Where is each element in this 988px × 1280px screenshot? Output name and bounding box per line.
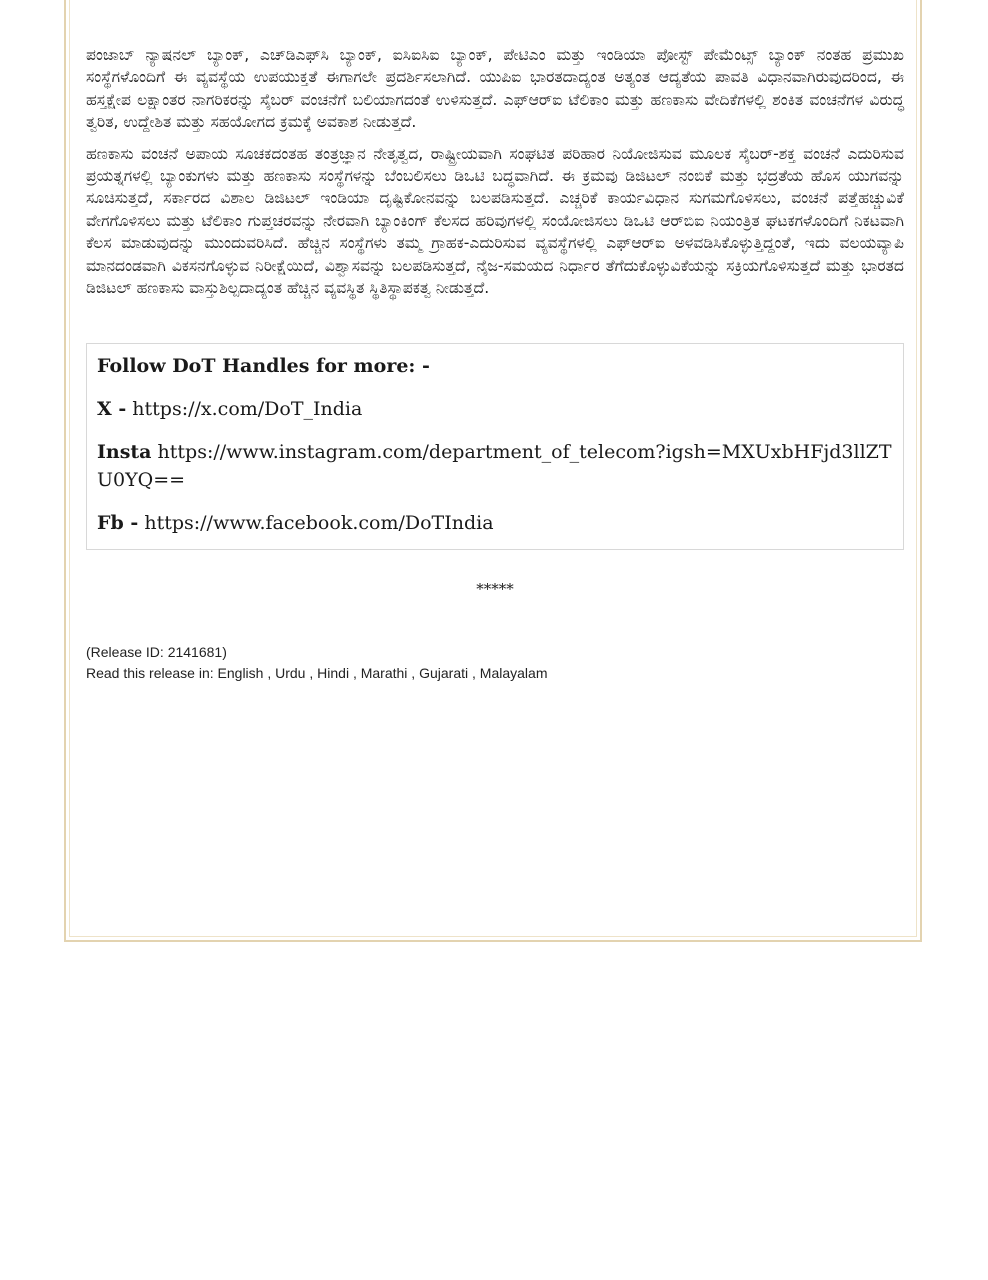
handle-x-link[interactable]: https://x.com/DoT_India	[132, 398, 363, 421]
language-link[interactable]: English	[217, 665, 264, 682]
release-content	[86, 44, 904, 684]
separator-stars: *****	[476, 580, 514, 599]
body-paragraph-2: ಹಣಕಾಸು ವಂಚನೆ ಅಪಾಯ ಸೂಚಕದಂತಹ ತಂತ್ರಜ್ಞಾನ ನೇತೃತ್ವದ, ರಾಷ್ಟ್ರೀಯವಾಗಿ ಸಂಘಟಿತ ಪರಿಹಾರ ನಿಯೋಜಿಸುವ ಮೂಲಕ ಸೈಬರ್-ಶಕ್ತ ವಂಚನೆ ಎದುರಿಸುವ ಪ್ರಯತ್ನಗಳಲ್ಲಿ ಬ್ಯಾಂಕುಗಳು ಮತ್ತು ಹಣಕಾಸು ಸಂಸ್ಥೆಗಳನ್ನು ಬೆಂಬಲಿಸಲು ಡಿಒಟಿ ಬದ್ಧವಾಗಿದೆ. ಈ ಕ್ರಮವು ಡಿಜಿಟಲ್ ನಂಬಿಕೆ ಮತ್ತು ಭದ್ರತೆಯ ಹೊಸ ಯುಗವನ್ನು ಸೂಚಿಸುತ್ತದೆ, ಸರ್ಕಾರದ ವಿಶಾಲ ಡಿಜಿಟಲ್ ಇಂಡಿಯಾ ದೃಷ್ಟಿಕೋನವನ್ನು ಬಲಪಡಿಸುತ್ತದೆ. ಎಚ್ಚರಿಕೆ ಕಾರ್ಯವಿಧಾನ ಸುಗಮಗೊಳಿಸಲು, ವಂಚನೆ ಪತ್ತೆಹಚ್ಚುವಿಕೆ ವೇಗಗೊಳಿಸಲು ಮತ್ತು ಟೆಲಿಕಾಂ ಗುಪ್ತಚರವನ್ನು ನೇರವಾಗಿ ಬ್ಯಾಂಕಿಂಗ್ ಕೆಲಸದ ಹರಿವುಗಳಲ್ಲಿ ಸಂಯೋಜಿಸಲು ಡಿಒಟಿ ಆರ್‌ಬಿಐ ನಿಯಂತ್ರಿತ ಘಟಕಗಳೊಂದಿಗೆ ನಿಕಟವಾಗಿ ಕೆಲಸ ಮಾಡುವುದನ್ನು ಮುಂದುವರಿಸಿದೆ. ಹೆಚ್ಚಿನ ಸಂಸ್ಥೆಗಳು ತಮ್ಮ ಗ್ರಾಹಕ-ಎದುರಿಸುವ ವ್ಯವಸ್ಥೆಗಳಲ್ಲಿ ಎಫ್‌ಆರ್‌ಐ ಅಳವಡಿಸಿಕೊಳ್ಳುತ್ತಿದ್ದಂತೆ, ಇದು ವಲಯವ್ಯಾಪಿ ಮಾನದಂಡವಾಗಿ ವಿಕಸನಗೊಳ್ಳುವ ನಿರೀಕ್ಷೆಯಿದೆ, ವಿಶ್ವಾಸವನ್ನು ಬಲಪಡಿಸುತ್ತದೆ, ನೈಜ-ಸಮಯದ ನಿರ್ಧಾರ ತೆಗೆದುಕೊಳ್ಳುವಿಕೆಯನ್ನು ಸಕ್ರಿಯಗೊಳಿಸುತ್ತದೆ ಮತ್ತು ಭಾರತದ ಡಿಜಿಟಲ್ ಹಣಕಾಸು ವಾಸ್ತುಶಿಲ್ಪದಾದ್ಯಂತ ಹೆಚ್ಚಿನ ವ್ಯವಸ್ಥಿತ ಸ್ಥಿತಿಸ್ಥಾಪಕತ್ವ ನೀಡುತ್ತದೆ.	[86, 144, 904, 298]
release-id: (Release ID: 2141681)	[86, 644, 227, 661]
release-info	[86, 642, 904, 684]
language-link[interactable]: Urdu	[275, 665, 306, 682]
handles-heading: Follow DoT Handles for more: -	[97, 355, 430, 378]
handle-x-label: X -	[97, 398, 127, 421]
handle-insta-label: Insta	[97, 441, 152, 464]
social-handles-box	[86, 343, 904, 550]
language-link[interactable]: Marathi	[360, 665, 408, 682]
body-paragraph-1: ಪಂಜಾಬ್ ನ್ಯಾಷನಲ್ ಬ್ಯಾಂಕ್, ಎಚ್‌ಡಿಎಫ್‌ಸಿ ಬ್ಯಾಂಕ್, ಐಸಿಐಸಿಐ ಬ್ಯಾಂಕ್, ಪೇಟಿಎಂ ಮತ್ತು ಇಂಡಿಯಾ ಪೋಸ್ಟ್ ಪೇಮೆಂಟ್ಸ್ ಬ್ಯಾಂಕ್ ನಂತಹ ಪ್ರಮುಖ ಸಂಸ್ಥೆಗಳೊಂದಿಗೆ ಈ ವ್ಯವಸ್ಥೆಯ ಉಪಯುಕ್ತತೆ ಈಗಾಗಲೇ ಪ್ರದರ್ಶಿಸಲಾಗಿದೆ. ಯುಪಿಐ ಭಾರತದಾದ್ಯಂತ ಅತ್ಯಂತ ಆದ್ಯತೆಯ ಪಾವತಿ ವಿಧಾನವಾಗಿರುವುದರಿಂದ, ಈ ಹಸ್ತಕ್ಷೇಪ ಲಕ್ಷಾಂತರ ನಾಗರಿಕರನ್ನು ಸೈಬರ್ ವಂಚನೆಗೆ ಬಲಿಯಾಗದಂತೆ ಉಳಿಸುತ್ತದೆ. ಎಫ್‌ಆರ್‌ಐ ಟೆಲಿಕಾಂ ಮತ್ತು ಹಣಕಾಸು ವೇದಿಕೆಗಳಲ್ಲಿ ಶಂಕಿತ ವಂಚನೆಗಳ ವಿರುದ್ಧ ತ್ವರಿತ, ಉದ್ದೇಶಿತ ಮತ್ತು ಸಹಯೋಗದ ಕ್ರಮಕ್ಕೆ ಅವಕಾಶ ನೀಡುತ್ತದೆ.	[86, 46, 904, 132]
language-link[interactable]: Hindi	[317, 665, 350, 682]
read-in-label: Read this release in:	[86, 665, 214, 682]
handle-x-row	[97, 395, 893, 423]
read-in-languages: Read this release in: English , Urdu , Hindi , Marathi , Gujarati , Malayalam	[86, 665, 548, 682]
language-link[interactable]: Malayalam	[479, 665, 548, 682]
handle-fb-row	[97, 509, 893, 537]
handle-fb-label: Fb -	[97, 512, 139, 535]
handle-insta-row	[97, 438, 893, 494]
handle-insta-link[interactable]: https://www.instagram.com/department_of_telecom?igsh=MXUxbHFjd3llZTU0YQ==	[97, 441, 892, 492]
language-link[interactable]: Gujarati	[419, 665, 469, 682]
handle-fb-link[interactable]: https://www.facebook.com/DoTIndia	[144, 512, 494, 535]
